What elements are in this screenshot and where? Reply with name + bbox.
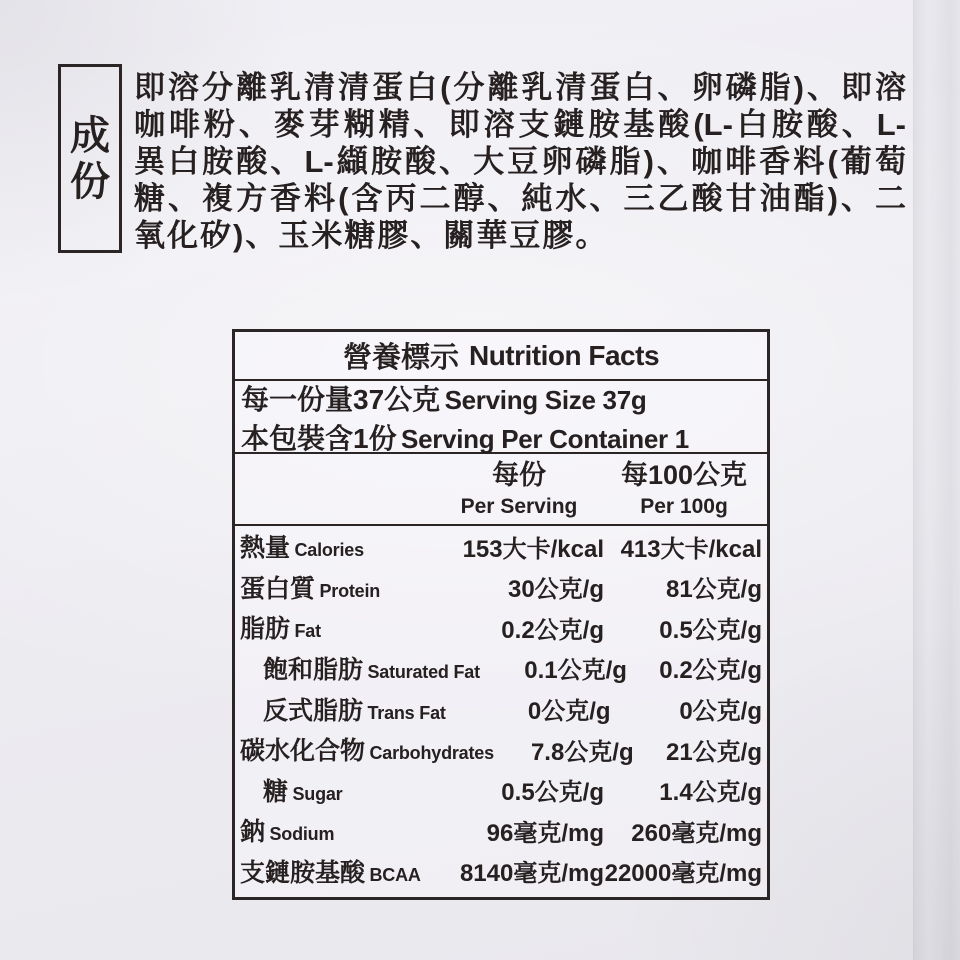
nutrient-name-zh: 熱量 bbox=[240, 534, 291, 563]
nutrient-name-zh: 脂肪 bbox=[240, 615, 291, 644]
row-fat bbox=[235, 607, 767, 648]
ingredient-line-2: 咖啡粉、麥芽糊精、即溶支鏈胺基酸(L-白胺酸、L- bbox=[134, 106, 906, 142]
nutrient-name-en: Saturated Fat bbox=[367, 661, 480, 682]
row-sugar bbox=[235, 769, 767, 810]
nutrient-name-en: Calories bbox=[294, 540, 364, 561]
serving-size-line bbox=[241, 383, 767, 422]
nutrient-name bbox=[235, 609, 432, 645]
nutrient-name-en: Sugar bbox=[292, 783, 343, 804]
row-calories bbox=[235, 526, 767, 567]
value-per-serving: 0.2公克/g bbox=[501, 616, 604, 644]
nutrient-name-zh: 飽和脂肪 bbox=[263, 655, 364, 684]
nutrient-name-en: BCAA bbox=[369, 864, 421, 885]
serving-size-zh: 每一份量37公克 bbox=[241, 384, 441, 415]
value-per-100g: 0公克/g bbox=[679, 698, 762, 726]
row-sodium bbox=[235, 810, 767, 851]
serving-info-section bbox=[235, 381, 767, 454]
value-per-serving: 30公克/g bbox=[507, 576, 604, 604]
column-header-row bbox=[235, 454, 767, 526]
nutrient-name bbox=[235, 528, 432, 564]
value-per-100g: 0.2公克/g bbox=[659, 657, 762, 685]
nutrient-name-en: Fat bbox=[294, 621, 321, 642]
nutrient-name bbox=[235, 853, 432, 889]
per-serving-header-en: Per Serving bbox=[460, 495, 578, 518]
nutrient-name-zh: 碳水化合物 bbox=[240, 737, 366, 766]
nutrient-name-en: Sodium bbox=[269, 824, 335, 845]
ingredient-line-3: 異白胺酸、L-纈胺酸、大豆卵磷脂)、咖啡香料(葡萄 bbox=[134, 143, 906, 179]
nutrient-name-zh: 支鏈胺基酸 bbox=[240, 858, 366, 887]
value-per-serving: 96毫克/mg bbox=[486, 819, 604, 847]
value-per-100g: 21公克/g bbox=[665, 738, 762, 766]
value-per-100g: 260毫克/mg bbox=[631, 819, 762, 847]
nutrient-name bbox=[235, 731, 494, 767]
nutrient-name-zh: 反式脂肪 bbox=[263, 696, 364, 725]
per-serving-header-zh: 每份 bbox=[492, 460, 546, 490]
nutrient-name-zh: 蛋白質 bbox=[240, 574, 316, 603]
per-100g-header-zh: 每100公克 bbox=[620, 460, 748, 490]
value-per-serving: 0.1公克/g bbox=[524, 657, 627, 685]
ingredients-title-char-1: 成 bbox=[70, 113, 110, 158]
value-per-serving: 7.8公克/g bbox=[530, 738, 634, 766]
row-protein bbox=[235, 567, 767, 608]
per-100g-header-en: Per 100g bbox=[640, 495, 728, 518]
servings-per-container-en: Serving Per Container 1 bbox=[401, 424, 689, 454]
nutrient-name bbox=[235, 772, 432, 808]
nutrient-name bbox=[235, 812, 432, 848]
ingredients-title-box bbox=[58, 64, 122, 253]
per-100g-column-header bbox=[605, 454, 767, 520]
row-trans-fat bbox=[235, 688, 767, 729]
servings-per-container-zh: 本包裝含1份 bbox=[241, 423, 397, 454]
nutrient-name bbox=[235, 569, 432, 605]
ingredient-line-4: 糖、複方香料(含丙二醇、純水、三乙酸甘油酯)、二 bbox=[134, 180, 906, 216]
serving-size-en: Serving Size 37g bbox=[444, 385, 647, 415]
nutrient-name-en: Trans Fat bbox=[367, 702, 446, 723]
row-saturated-fat bbox=[235, 648, 767, 689]
value-per-serving: 0公克/g bbox=[527, 698, 611, 726]
nutrient-name-en: Protein bbox=[319, 580, 381, 601]
nutrition-facts-table bbox=[232, 329, 770, 900]
value-per-100g: 81公克/g bbox=[665, 576, 762, 604]
nutrition-title-zh: 營養標示 bbox=[342, 342, 459, 374]
nutrition-title-row bbox=[235, 332, 767, 381]
ingredient-line-1: 即溶分離乳清清蛋白(分離乳清蛋白、卵磷脂)、即溶 bbox=[134, 70, 906, 105]
row-carbohydrates bbox=[235, 729, 767, 770]
value-per-serving: 0.5公克/g bbox=[501, 779, 604, 807]
nutrient-name-zh: 鈉 bbox=[240, 818, 266, 847]
value-per-serving: 8140毫克/mg bbox=[459, 860, 604, 888]
nutrition-title-en: Nutrition Facts bbox=[468, 339, 660, 371]
ingredients-title-char-2: 份 bbox=[70, 159, 110, 204]
nutrient-name-en: Carbohydrates bbox=[369, 743, 494, 764]
package-fold-shadow bbox=[913, 0, 960, 960]
nutrient-name bbox=[235, 691, 446, 727]
value-per-100g: 0.5公克/g bbox=[659, 616, 762, 644]
nutrition-rows bbox=[235, 526, 767, 897]
value-per-100g: 413大卡/kcal bbox=[620, 535, 762, 563]
nutrient-name bbox=[235, 650, 480, 686]
per-serving-column-header bbox=[433, 454, 605, 520]
value-per-serving: 153大卡/kcal bbox=[462, 535, 604, 563]
nutrient-name-zh: 糖 bbox=[263, 777, 289, 806]
value-per-100g: 22000毫克/mg bbox=[604, 860, 762, 888]
row-bcaa bbox=[235, 851, 767, 892]
ingredient-line-5: 氧化矽)、玉米糖膠、關華豆膠。 bbox=[134, 217, 609, 253]
value-per-100g: 1.4公克/g bbox=[659, 779, 762, 807]
ingredients-text bbox=[134, 70, 906, 255]
